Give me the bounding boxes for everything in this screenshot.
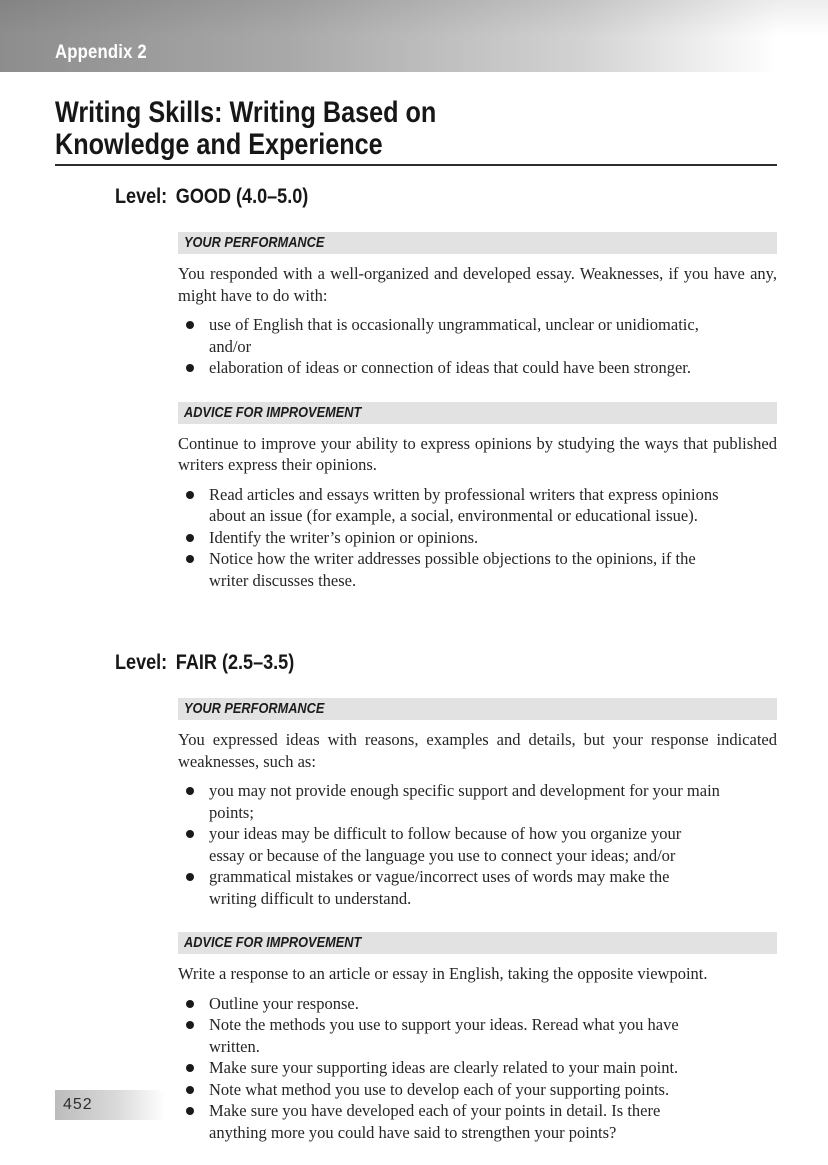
bullet-item [186, 866, 777, 909]
page-title-line2: Knowledge and Experience [55, 128, 383, 161]
bullet-item [186, 527, 777, 549]
advice-for-improvement-bar [178, 402, 777, 424]
section-intro: Continue to improve your ability to express opinions by studying the ways that published writers express their opinions. [178, 433, 777, 474]
bullet-text: Make sure you have developed each of your points in detail. Is there anything more you could have said to strengthen your points? [209, 1101, 661, 1142]
section-intro: Write a response to an article or essay in English, taking the opposite viewpoint. [178, 964, 708, 983]
bullet-dot-icon [186, 1086, 194, 1094]
bullet-dot-icon [186, 321, 194, 329]
bullet-dot-icon [186, 830, 194, 838]
bullet-dot-icon [186, 1064, 194, 1072]
bullet-item [186, 357, 777, 379]
bullet-item [186, 1057, 777, 1079]
section-header-label: ADVICE FOR IMPROVEMENT [184, 935, 362, 951]
level-fair-block [0, 651, 828, 1143]
bullet-text: you may not provide enough specific support and development for your main points; [209, 781, 720, 822]
bullet-dot-icon [186, 364, 194, 372]
bullet-list [178, 484, 777, 592]
bullet-item [186, 314, 777, 357]
bullet-dot-icon [186, 555, 194, 563]
section-header-label: YOUR PERFORMANCE [184, 701, 325, 717]
level-good-content [178, 232, 777, 591]
bullet-text: elaboration of ideas or connection of ideas that could have been stronger. [209, 358, 691, 377]
level-fair-content [178, 698, 777, 1143]
bullet-item [186, 1014, 777, 1057]
bullet-item [186, 1100, 777, 1143]
page-number: 452 [63, 1096, 93, 1113]
bullet-list [178, 314, 777, 379]
bullet-text: Note the methods you use to support your ideas. Reread what you have written. [209, 1015, 679, 1056]
bullet-text: Note what method you use to develop each of your supporting points. [209, 1079, 670, 1099]
your-performance-bar [178, 698, 777, 720]
bullet-text: use of English that is occasionally ungrammatical, unclear or unidiomatic, and/or [209, 315, 699, 356]
level-value: FAIR (2.5–3.5) [175, 651, 295, 674]
bullet-item [186, 823, 777, 866]
bullet-dot-icon [186, 873, 194, 881]
advice-for-improvement-bar [178, 932, 777, 954]
bullet-item [186, 484, 777, 527]
page-number-badge [55, 1090, 165, 1120]
bullet-dot-icon [186, 1000, 194, 1008]
bullet-text: Read articles and essays written by professional writers that express opinions about an issue (for example, a social, environmental or educational issue). [209, 484, 719, 525]
appendix-banner [0, 0, 828, 72]
level-label: Level: [115, 185, 168, 208]
section-intro: You responded with a well-organized and developed essay. Weaknesses, if you have any, might have to do with: [178, 264, 777, 305]
bullet-dot-icon [186, 534, 194, 542]
bullet-text: Notice how the writer addresses possible objections to the opinions, if the writer discusses these. [209, 549, 696, 590]
bullet-text: Outline your response. [209, 993, 359, 1013]
bullet-text: Make sure your supporting ideas are clearly related to your main point. [209, 1058, 679, 1077]
bullet-dot-icon [186, 1107, 194, 1115]
bullet-text: Identify the writer’s opinion or opinions. [209, 527, 479, 547]
appendix-label: Appendix 2 [55, 42, 147, 63]
bullet-text: your ideas may be difficult to follow because of how you organize your essay or because of the language you use to connect your ideas; and/or [209, 824, 682, 865]
bullet-item [186, 1079, 777, 1101]
section-header-label: ADVICE FOR IMPROVEMENT [184, 404, 362, 421]
bullet-item [186, 548, 777, 591]
section-intro: You expressed ideas with reasons, examples and details, but your response indicated weaknesses, such as: [178, 730, 777, 771]
bullet-item [186, 993, 777, 1015]
page-title-line1: Writing Skills: Writing Based on [55, 96, 437, 129]
level-value: GOOD (4.0–5.0) [175, 185, 309, 208]
level-fair-heading [115, 651, 728, 675]
level-good-heading [115, 185, 728, 209]
bullet-list [178, 780, 777, 909]
bullet-dot-icon [186, 1021, 194, 1029]
title-rule [55, 164, 777, 166]
bullet-dot-icon [186, 787, 194, 795]
your-performance-bar [178, 232, 777, 254]
level-label: Level: [115, 651, 168, 674]
bullet-dot-icon [186, 491, 194, 499]
bullet-text: grammatical mistakes or vague/incorrect uses of words may make the writing difficult to understand. [209, 867, 670, 908]
bullet-item [186, 780, 777, 823]
page-title [55, 97, 828, 161]
level-good-block [0, 185, 828, 591]
section-header-label: YOUR PERFORMANCE [184, 235, 325, 251]
bullet-list [178, 993, 777, 1144]
